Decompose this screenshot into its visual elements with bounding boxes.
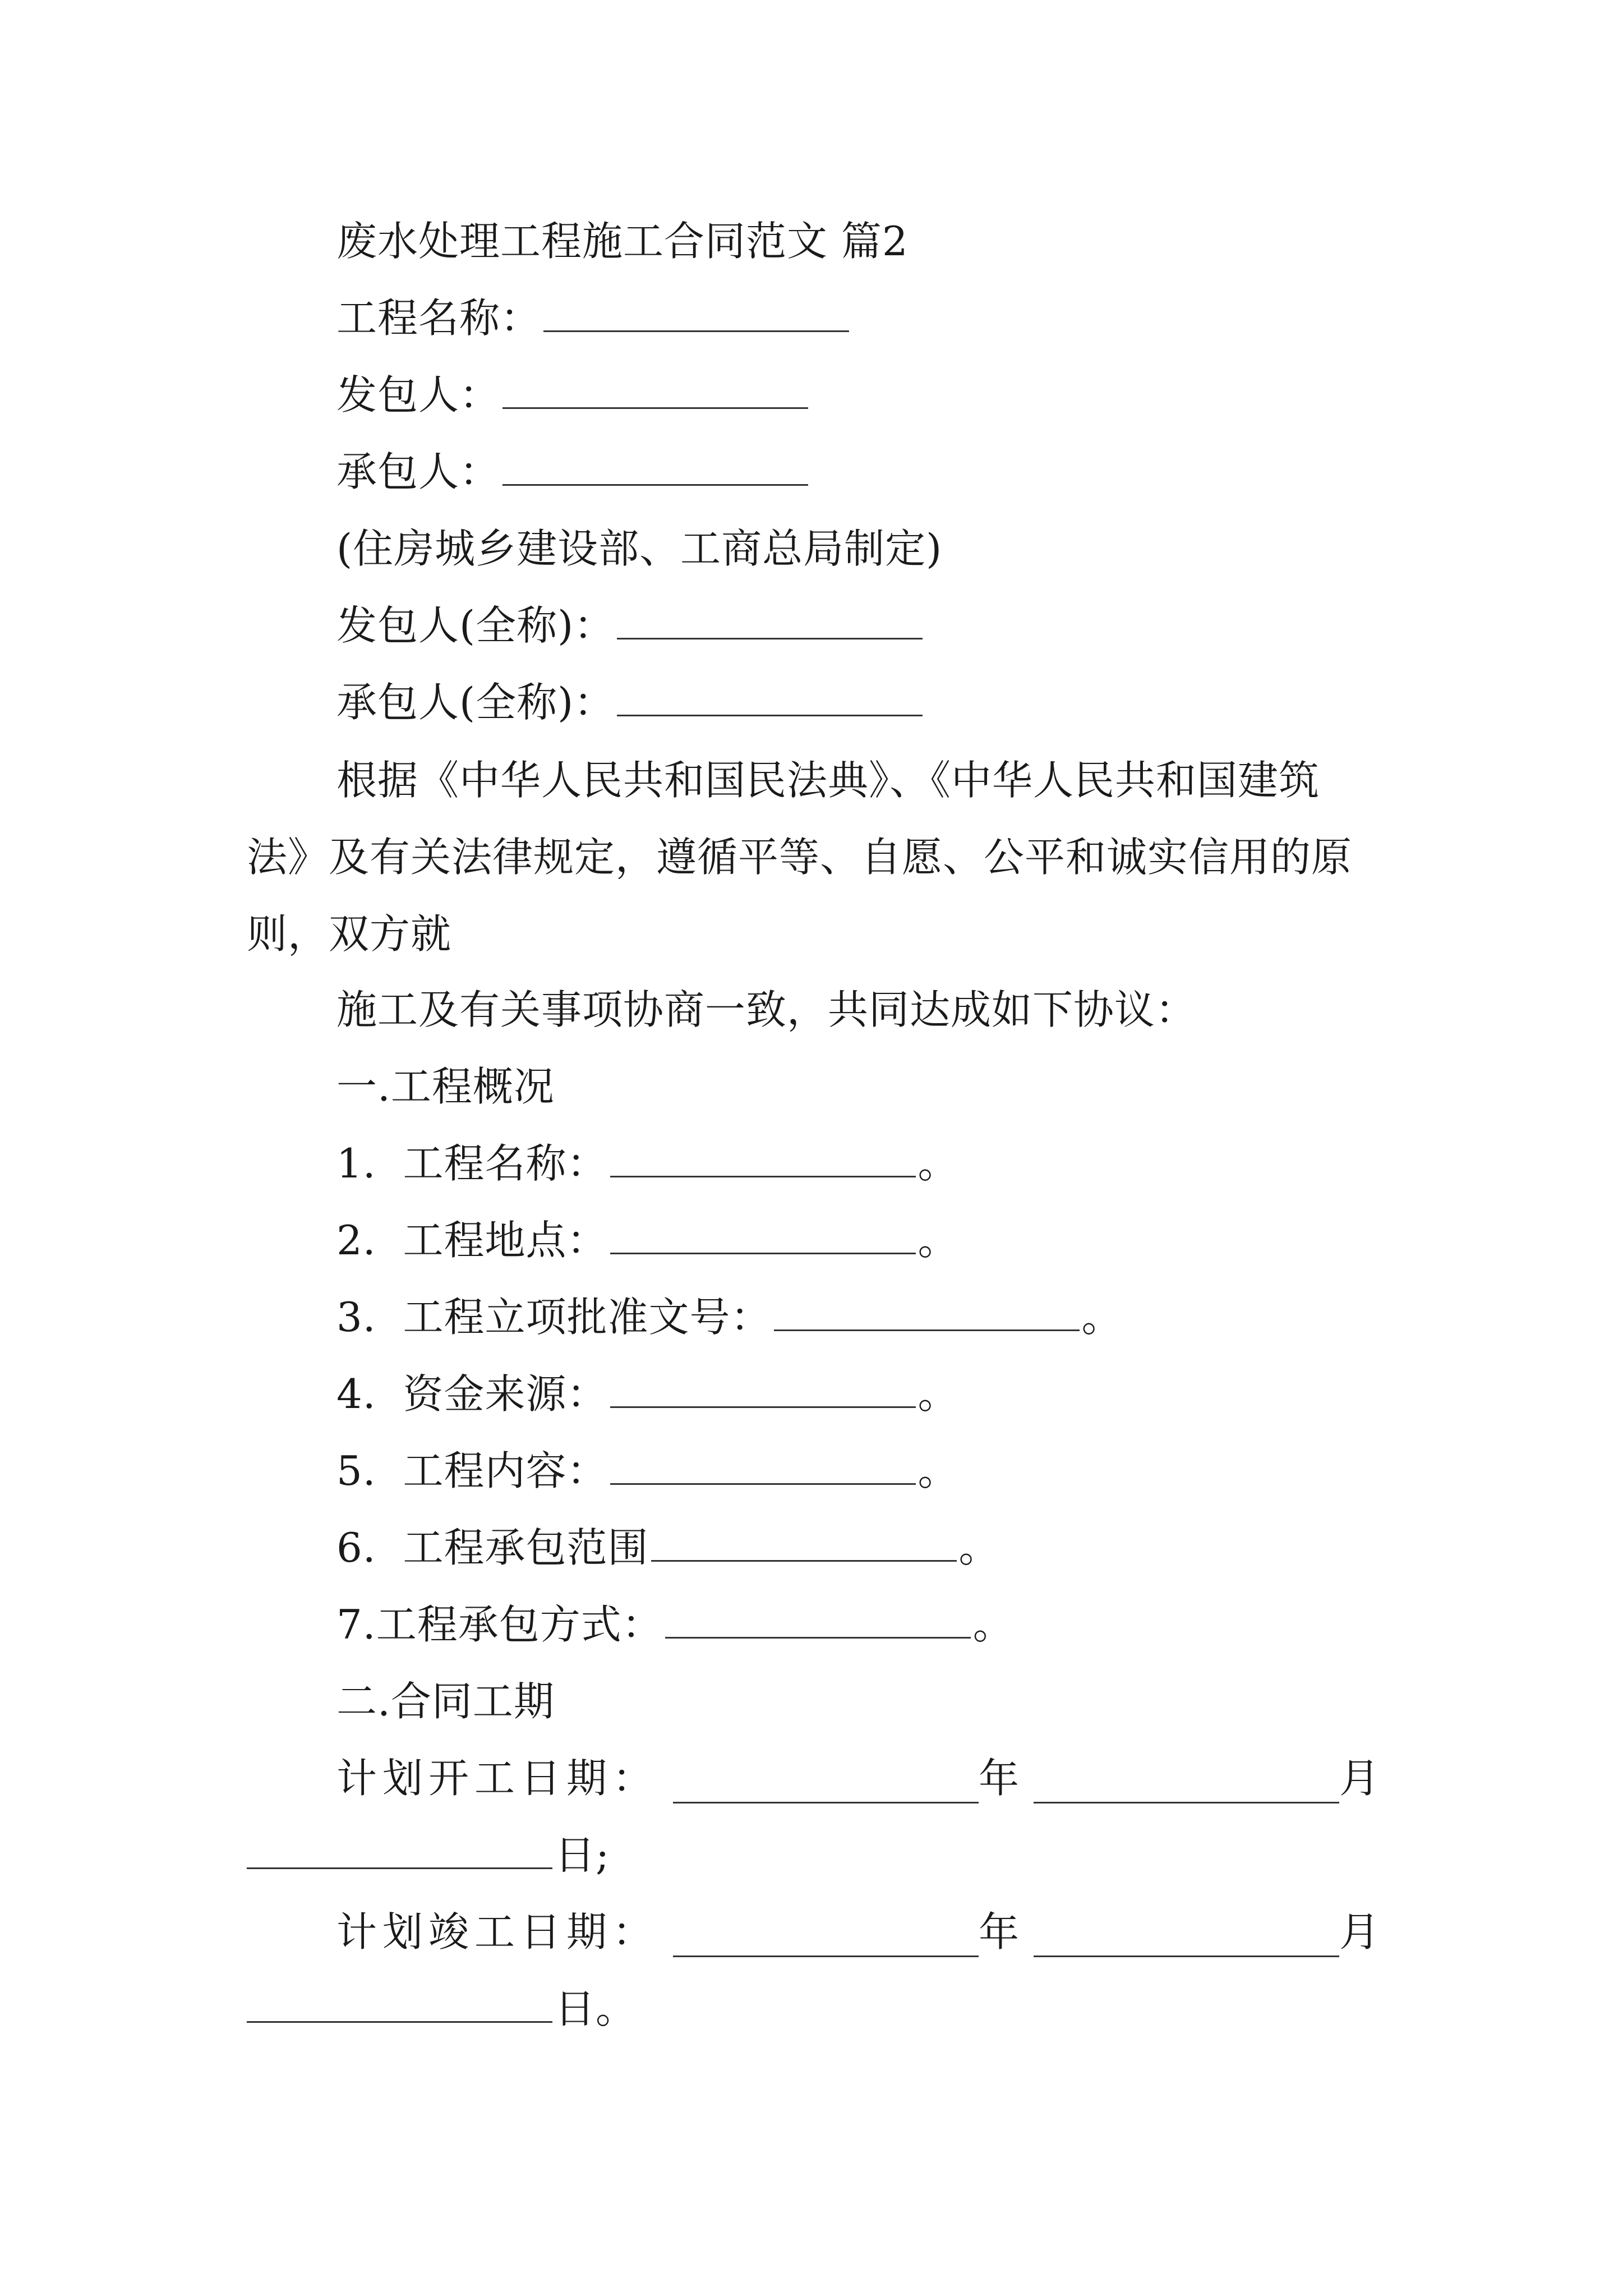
day-label: 日;: [555, 1832, 610, 1879]
item-label: 工程承包范围: [403, 1524, 649, 1571]
end-year-blank[interactable]: [673, 1921, 979, 1957]
cover-project-name-label: 工程名称：: [336, 295, 542, 342]
start-month-blank[interactable]: [1034, 1767, 1339, 1803]
start-year-blank[interactable]: [673, 1767, 979, 1803]
item-blank[interactable]: [610, 1372, 916, 1408]
item-label: 资金来源：: [403, 1370, 608, 1418]
item-blank[interactable]: [610, 1218, 916, 1254]
cover-contractor-label: 承包人：: [336, 448, 501, 495]
section1-item: [336, 1292, 1123, 1342]
planned-end-day: [247, 1984, 637, 2034]
preamble-paragraph: 根据《中华人民共和国民法典》、《中华人民共和国建筑法》及有关法律规定，遵循平等、自愿、公平和诚实信用的原则，双方就: [247, 757, 1353, 958]
item-number: 6.: [336, 1524, 376, 1571]
contractor-full: [336, 677, 925, 728]
cover-employer-blank[interactable]: [502, 372, 808, 409]
day-label: 日。: [555, 1985, 637, 2032]
section1-item: [336, 1446, 959, 1496]
item-blank[interactable]: [610, 1141, 916, 1177]
item-end: 。: [1081, 1294, 1123, 1341]
month-label: 月: [1339, 1755, 1380, 1802]
employer-full-blank[interactable]: [617, 603, 923, 639]
section1-heading: 一.工程概况: [336, 1063, 555, 1110]
section1-item: [336, 1522, 1000, 1573]
item-number: 3.: [336, 1294, 376, 1341]
month-label: 月: [1339, 1908, 1380, 1955]
section1-item: [336, 1138, 959, 1189]
item-blank[interactable]: [610, 1448, 916, 1485]
planned-start-day: [247, 1830, 610, 1880]
item-number: 4.: [336, 1370, 376, 1418]
end-month-segment: [1034, 1907, 1380, 1957]
item-number: 5.: [336, 1447, 376, 1494]
item-label: 工程内容：: [403, 1447, 608, 1494]
planned-start-label: 计划开工日期：: [336, 1755, 659, 1802]
end-year-segment: [673, 1907, 1019, 1957]
section1-item: [336, 1599, 1014, 1650]
employer-full: [336, 600, 925, 651]
item-blank[interactable]: [665, 1602, 971, 1639]
preamble-continuation: 施工及有关事项协商一致，共同达成如下协议：: [336, 986, 1197, 1033]
item-blank[interactable]: [651, 1525, 957, 1562]
cover-project-name: [336, 293, 851, 343]
employer-full-label: 发包人(全称)：: [336, 602, 615, 649]
item-label: 工程名称：: [403, 1140, 608, 1187]
section1-item: [336, 1369, 959, 1419]
start-month-segment: [1034, 1753, 1380, 1803]
end-day-blank[interactable]: [247, 1986, 552, 2023]
item-end: 。: [917, 1217, 959, 1264]
cover-employer: [336, 370, 810, 420]
cover-contractor-blank[interactable]: [502, 449, 808, 486]
item-end: 。: [958, 1524, 1000, 1571]
cover-employer-label: 发包人：: [336, 371, 501, 418]
item-number: 1.: [336, 1140, 376, 1187]
year-label: 年: [978, 1755, 1019, 1802]
contractor-full-label: 承包人(全称)：: [336, 679, 615, 726]
cover-contractor: [336, 447, 810, 497]
item-blank[interactable]: [774, 1295, 1080, 1331]
start-year-segment: [673, 1753, 1019, 1803]
document-title: 废水处理工程施工合同范文 篇2: [336, 218, 909, 265]
year-label: 年: [978, 1908, 1019, 1955]
item-number: 7.: [336, 1601, 376, 1648]
cover-project-name-blank[interactable]: [543, 296, 849, 332]
item-end: 。: [917, 1447, 959, 1494]
issuer-note: (住房城乡建设部、工商总局制定): [336, 525, 943, 572]
contractor-full-blank[interactable]: [617, 680, 923, 716]
item-end: 。: [917, 1140, 959, 1187]
planned-end-date: [336, 1907, 1380, 1957]
item-end: 。: [917, 1370, 959, 1418]
item-label: 工程承包方式：: [376, 1601, 663, 1648]
item-label: 工程立项批准文号：: [403, 1294, 772, 1341]
planned-start-date: [336, 1753, 1380, 1803]
item-number: 2.: [336, 1217, 376, 1264]
item-label: 工程地点：: [403, 1217, 608, 1264]
item-end: 。: [972, 1601, 1014, 1648]
section1-item: [336, 1215, 959, 1266]
end-month-blank[interactable]: [1034, 1921, 1339, 1957]
start-day-blank[interactable]: [247, 1833, 552, 1869]
section2-heading: 二.合同工期: [336, 1678, 555, 1725]
planned-end-label: 计划竣工日期：: [336, 1908, 659, 1955]
